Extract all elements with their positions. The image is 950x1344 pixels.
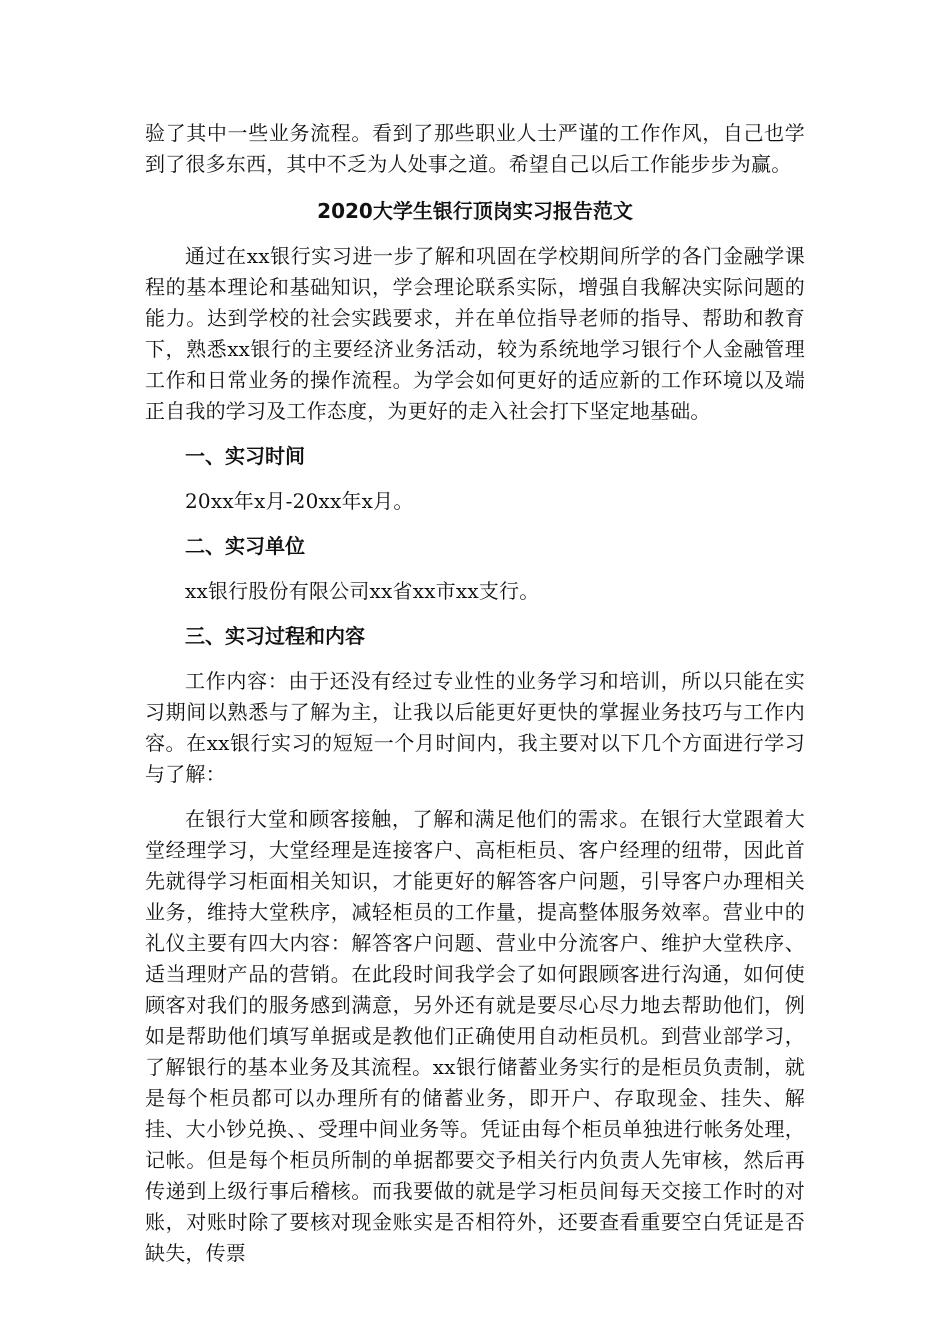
- continuation-paragraph: 验了其中一些业务流程。看到了那些职业人士严谨的工作作风，自己也学到了很多东西，其中不乏为人处事之道。希望自己以后工作能步步为赢。: [145, 121, 805, 176]
- document-title: 2020大学生银行顶岗实习报告范文: [317, 199, 633, 223]
- section-heading-internship-unit: 二、实习单位: [185, 534, 305, 558]
- intro-paragraph: 通过在xx银行实习进一步了解和巩固在学校期间所学的各门金融学课程的基本理论和基础知识，学会理论联系实际，增强自我解决实际问题的能力。达到学校的社会实践要求，并在单位指导老师的指导、帮助和教育下，熟悉xx银行的主要经济业务活动，较为系统地学习银行个人金融管理工作和日常业务的操作流程。为学会如何更好的适应新的工作环境以及端正自我的学习及工作态度，为更好的走入社会打下坚定地基础。: [145, 244, 805, 423]
- internship-unit-text: xx银行股份有限公司xx省xx市xx支行。: [185, 579, 540, 603]
- document-page: [145, 118, 805, 1269]
- internship-time-text: 20xx年x月-20xx年x月。: [185, 489, 414, 513]
- section-heading-process-content: 三、实习过程和内容: [185, 624, 365, 648]
- lobby-work-paragraph: 在银行大堂和顾客接触，了解和满足他们的需求。在银行大堂跟着大堂经理学习，大堂经理是连接客户、高柜柜员、客户经理的纽带，因此首先就得学习柜面相关知识，才能更好的解答客户问题，引导客户办理相关业务，维持大堂秩序，减轻柜员的工作量，提高整体服务效率。营业中的礼仪主要有四大内容：解答客户问题、营业中分流客户、维护大堂秩序、适当理财产品的营销。在此段时间我学会了如何跟顾客进行沟通，如何使顾客对我们的服务感到满意，另外还有就是要尽心尽力地去帮助他们，例如是帮助他们填写单据或是教他们正确使用自动柜员机。到营业部学习，了解银行的基本业务及其流程。xx银行储蓄业务实行的是柜员负责制，就是每个柜员都可以办理所有的储蓄业务，即开户、存取现金、挂失、解挂、大小钞兑换、、受理中间业务等。凭证由每个柜员单独进行帐务处理，记帐。但是每个柜员所制的单据都要交予相关行内负责人先审核，然后再传递到上级行事后稽核。而我要做的就是学习柜员间每天交接工作时的对账，对账时除了要核对现金账实是否相符外，还要查看重要空白凭证是否缺失，传票: [145, 807, 805, 1265]
- section-heading-internship-time: 一、实习时间: [185, 444, 305, 468]
- work-content-paragraph: 工作内容：由于还没有经过专业性的业务学习和培训，所以只能在实习期间以熟悉与了解为主，让我以后能更好更快的掌握业务技巧与工作内容。在xx银行实习的短短一个月时间内，我主要对以下几个方面进行学习与了解：: [145, 669, 805, 786]
